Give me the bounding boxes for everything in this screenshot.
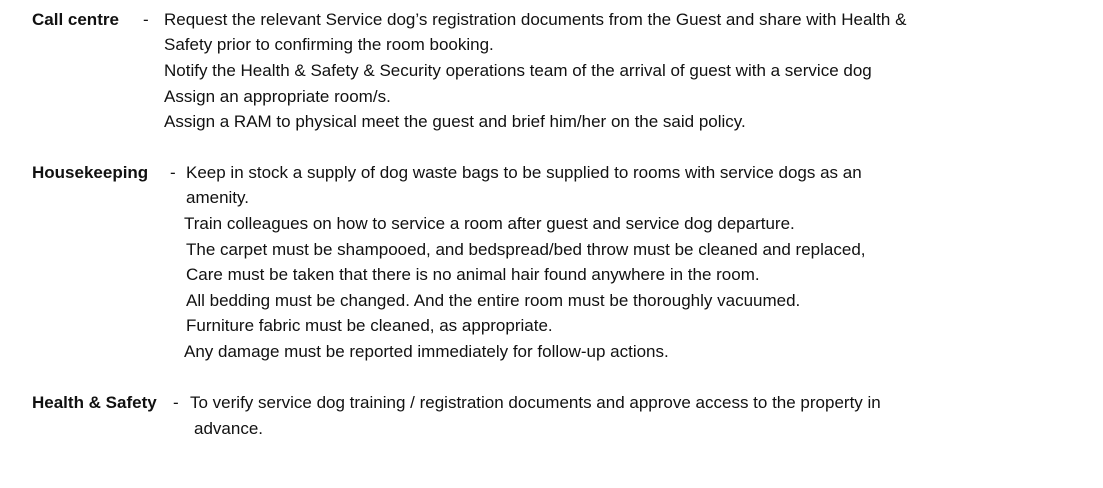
section-heading: Housekeeping xyxy=(32,163,149,182)
section-line: Keep in stock a supply of dog waste bags to be supplied to rooms with service dogs as an xyxy=(186,163,862,182)
section-line: Train colleagues on how to service a room after guest and service dog departure. xyxy=(184,214,795,233)
section-line: Any damage must be reported immediately for follow-up actions. xyxy=(184,342,669,361)
section-line: The carpet must be shampooed, and bedspread/bed throw must be cleaned and replaced, xyxy=(186,240,866,259)
section-line: advance. xyxy=(194,419,263,438)
section-line: amenity. xyxy=(186,188,249,207)
section-dash: - xyxy=(173,393,179,412)
section-line: Request the relevant Service dog’s registration documents from the Guest and share with Health & xyxy=(164,10,907,29)
section-heading: Call centre xyxy=(32,10,119,29)
section-dash: - xyxy=(170,163,176,182)
section-line: Care must be taken that there is no animal hair found anywhere in the room. xyxy=(186,265,760,284)
section-line: Assign an appropriate room/s. xyxy=(164,87,391,106)
section-line: Safety prior to confirming the room booking. xyxy=(164,35,494,54)
section-line: Furniture fabric must be cleaned, as appropriate. xyxy=(186,316,553,335)
section-line: Notify the Health & Safety & Security operations team of the arrival of guest with a service dog xyxy=(164,61,872,80)
section-heading: Health & Safety xyxy=(32,393,157,412)
section-line: To verify service dog training / registration documents and approve access to the property in xyxy=(190,393,881,412)
section-line: All bedding must be changed. And the entire room must be thoroughly vacuumed. xyxy=(186,291,801,310)
section-line: Assign a RAM to physical meet the guest and brief him/her on the said policy. xyxy=(164,112,746,131)
section-dash: - xyxy=(143,10,149,29)
